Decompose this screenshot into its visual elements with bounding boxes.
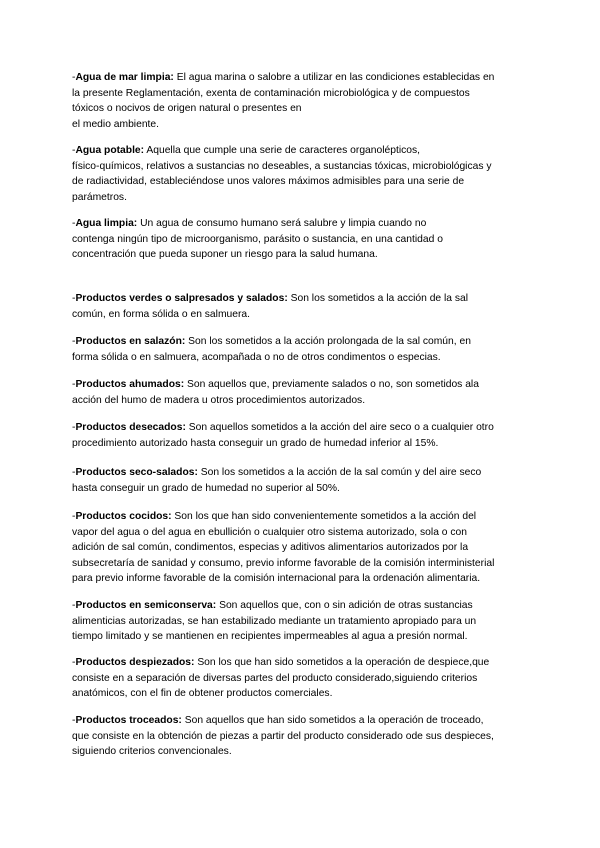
term: Productos despiezados: xyxy=(75,657,195,668)
definition-text: Son los que han sido convenientemente sometidos a la acción del xyxy=(171,511,477,522)
text-line: acción del humo de madera u otros procedimientos autorizados. xyxy=(72,394,366,406)
text-line: tóxicos o nocivos de origen natural o presentes en xyxy=(72,103,302,115)
term: Productos verdes o salpresados y salados: xyxy=(75,293,288,304)
definition-productos-en-semiconserva xyxy=(72,598,532,645)
dash: - xyxy=(72,715,76,726)
definition-agua-limpia xyxy=(72,216,532,263)
text-line xyxy=(72,291,532,307)
definition-productos-desecados xyxy=(72,420,532,451)
dash: - xyxy=(72,293,76,304)
term: Agua de mar limpia: xyxy=(75,72,174,83)
definition-text: Un agua de consumo humano será salubre y limpia cuando no xyxy=(137,218,427,229)
text-line: hasta conseguir un grado de humedad no superior al 50%. xyxy=(72,482,340,494)
definition-agua-potable xyxy=(72,143,532,205)
text-line xyxy=(72,420,532,436)
definition-productos-seco-salados xyxy=(72,465,532,496)
term: Productos en semiconserva: xyxy=(75,600,217,611)
term: Productos desecados: xyxy=(75,422,186,433)
text-line xyxy=(72,334,532,350)
definition-text: El agua marina o salobre a utilizar en las condiciones establecidas en xyxy=(173,72,495,83)
dash: - xyxy=(72,218,76,229)
text-line xyxy=(72,465,532,481)
text-line: que consiste en la obtención de piezas a partir del producto considerado ode sus despieces, xyxy=(72,730,494,742)
dash: - xyxy=(72,600,76,611)
dash: - xyxy=(72,145,76,156)
dash: - xyxy=(72,657,76,668)
text-line: común, en forma sólida o en salmuera. xyxy=(72,308,250,320)
text-line: alimenticias autorizadas, se han estabilizado mediante un tratamiento apropiado para un xyxy=(72,615,477,627)
definition-text: Son aquellos sometidos a la acción del aire seco o a cualquier otro xyxy=(185,422,494,433)
text-line xyxy=(72,655,532,671)
text-line: la presente Reglamentación, exenta de contaminación microbiológica y de compuestos xyxy=(72,87,470,99)
dash: - xyxy=(72,511,76,522)
text-line: adición de sal común, condimentos, especias y aditivos alimentarios autorizados por la xyxy=(72,542,469,554)
text-line: consiste en a separación de diversas partes del producto considerado,siguiendo criterios xyxy=(72,672,478,684)
term: Agua limpia: xyxy=(75,218,138,229)
definition-productos-cocidos xyxy=(72,509,532,587)
text-line xyxy=(72,598,532,614)
definition-productos-verdes xyxy=(72,291,532,322)
term: Productos en salazón: xyxy=(75,336,186,347)
definition-text: Son aquellos que, con o sin adición de otras sustancias xyxy=(216,600,473,611)
definition-agua-de-mar-limpia xyxy=(72,70,532,132)
dash: - xyxy=(72,379,76,390)
text-line: para previo informe favorable de la comisión internacional para la ordenación alimentaria. xyxy=(72,573,481,585)
term: Productos seco-salados: xyxy=(75,467,198,478)
text-line: procedimiento autorizado hasta conseguir un grado de humedad inferior al 15%. xyxy=(72,437,439,449)
definition-productos-ahumados xyxy=(72,377,532,408)
text-line: de radiactividad, estableciéndose unos valores máximos admisibles para una serie de xyxy=(72,176,465,188)
text-line: el medio ambiente. xyxy=(72,118,160,130)
text-line: forma sólida o en salmuera, acompañada o no de otros condimentos o especias. xyxy=(72,351,441,363)
definition-text: Son aquellos que, previamente salados o no, son sometidos ala xyxy=(184,379,479,390)
text-line: contenga ningún tipo de microorganismo, parásito o sustancia, en una cantidad o xyxy=(72,233,443,245)
definition-productos-despiezados xyxy=(72,655,532,702)
text-line: tiempo limitado y se mantienen en recipientes impermeables al agua a presión normal. xyxy=(72,631,468,643)
term: Agua potable: xyxy=(75,145,145,156)
definition-text: Son los sometidos a la acción de la sal común y del aire seco xyxy=(197,467,482,478)
text-line: concentración que pueda suponer un riesgo para la salud humana. xyxy=(72,249,378,261)
definition-productos-troceados xyxy=(72,713,532,760)
text-line xyxy=(72,713,532,729)
text-line xyxy=(72,216,532,232)
definition-text: Aquella que cumple una serie de caracteres organolépticos, xyxy=(144,145,420,156)
dash: - xyxy=(72,422,76,433)
term: Productos troceados: xyxy=(75,715,182,726)
definition-text: Son los que han sido sometidos a la operación de despiece,que xyxy=(194,657,490,668)
text-line: anatómicos, con el fin de obtener productos comerciales. xyxy=(72,688,333,700)
text-line xyxy=(72,509,532,525)
definition-text: Son aquellos que han sido sometidos a la operación de troceado, xyxy=(181,715,484,726)
dash: - xyxy=(72,72,76,83)
text-line xyxy=(72,377,532,393)
text-line: físico-químicos, relativos a sustancias no deseables, a sustancias tóxicas, microbiológicas y xyxy=(72,160,492,172)
text-line: parámetros. xyxy=(72,191,127,203)
text-line xyxy=(72,70,532,86)
definition-text: Son los sometidos a la acción de la sal xyxy=(287,293,469,304)
term: Productos cocidos: xyxy=(75,511,172,522)
text-line: siguiendo criterios convencionales. xyxy=(72,746,232,758)
definition-text: Son los sometidos a la acción prolongada de la sal común, en xyxy=(185,336,471,347)
dash: - xyxy=(72,336,76,347)
dash: - xyxy=(72,467,76,478)
term: Productos ahumados: xyxy=(75,379,185,390)
text-line: subsecretaría de sanidad y consumo, previo informe favorable de la comisión interministerial xyxy=(72,557,495,569)
text-line: vapor del agua o del agua en ebullición o cualquier otro sistema autorizado, sola o con xyxy=(72,526,467,538)
text-line xyxy=(72,143,532,159)
definition-productos-en-salazon xyxy=(72,334,532,365)
